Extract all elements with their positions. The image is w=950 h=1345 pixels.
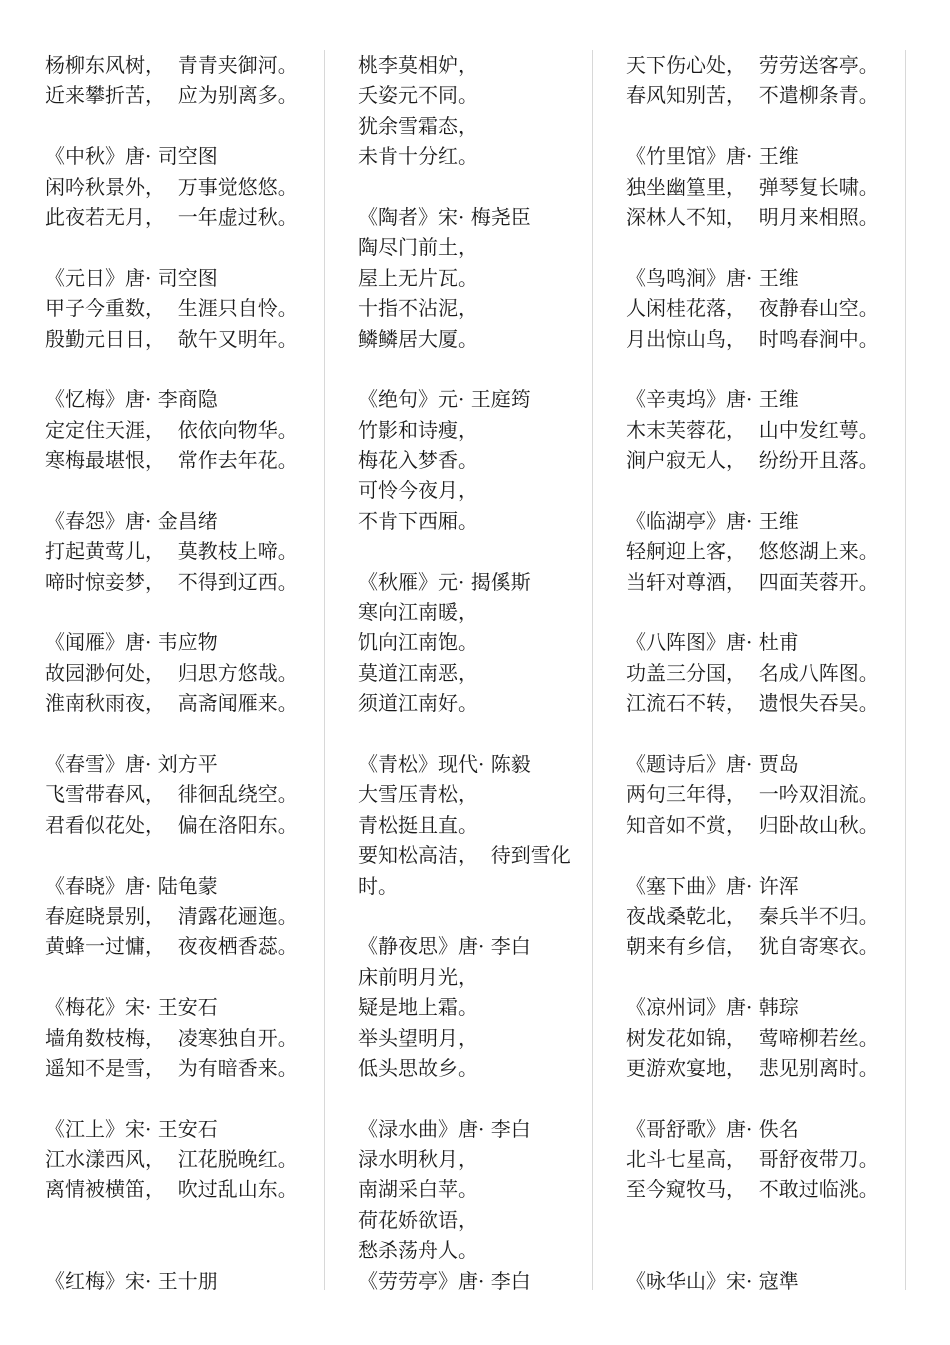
poem-title: 《红梅》宋· 王十朋 — [45, 1268, 218, 1293]
poem-title: 《竹里馆》唐· 王维 — [626, 144, 799, 169]
poem-column-3 — [626, 50, 879, 1296]
poem-title: 《辛夷坞》唐· 王维 — [626, 387, 799, 412]
poem-line: 须道江南好。 — [358, 691, 478, 716]
poem-line: 陶尽门前土， — [358, 235, 478, 260]
blank-line — [45, 111, 298, 141]
poem-title: 《八阵图》唐· 杜甫 — [626, 630, 799, 655]
poem-line: 殷勤元日日， 欹午又明年。 — [45, 326, 298, 351]
poem-line: 要知松高洁， 待到雪化 — [358, 843, 571, 868]
blank-line — [626, 1083, 879, 1113]
blank-line — [626, 1235, 879, 1265]
poem-line: 此夜若无月， 一年虚过秋。 — [45, 204, 298, 229]
poem-title: 《绝句》元· 王庭筠 — [358, 387, 531, 412]
poem-line: 飞雪带春风， 徘徊乱绕空。 — [45, 782, 298, 807]
poem-title: 《哥舒歌》唐· 佚名 — [626, 1116, 799, 1141]
poem-line: 可怜今夜月， — [358, 478, 478, 503]
poem-title: 《元日》唐· 司空图 — [45, 265, 218, 290]
blank-line — [45, 597, 298, 627]
blank-line — [45, 232, 298, 262]
poem-title: 《题诗后》唐· 贾岛 — [626, 751, 799, 776]
poem-line: 饥向江南饱。 — [358, 630, 478, 655]
poem-line: 江流石不转， 遗恨失吞吴。 — [626, 691, 879, 716]
poem-title: 《春雪》唐· 刘方平 — [45, 751, 218, 776]
blank-line — [45, 1205, 298, 1235]
blank-line — [45, 840, 298, 870]
blank-line — [45, 719, 298, 749]
poem-line: 江水漾西风， 江花脱晚红。 — [45, 1147, 298, 1172]
poem-line: 打起黄莺儿， 莫教枝上啼。 — [45, 539, 298, 564]
poem-line: 床前明月光， — [358, 964, 478, 989]
blank-line — [358, 536, 571, 566]
poem-line: 夜战桑乾北， 秦兵半不归。 — [626, 903, 879, 928]
poem-line: 愁杀荡舟人。 — [358, 1238, 478, 1263]
poem-line: 荷花娇欲语， — [358, 1207, 478, 1232]
poem-line: 寒向江南暖， — [358, 600, 478, 625]
poem-line: 南湖采白苹。 — [358, 1177, 478, 1202]
poem-line: 天下伤心处， 劳劳送客亭。 — [626, 53, 879, 77]
poem-title: 《陶者》宋· 梅尧臣 — [358, 204, 531, 229]
blank-line — [626, 475, 879, 505]
poem-line: 定定住天涯， 依依向物华。 — [45, 417, 298, 442]
poem-line: 独坐幽篁里， 弹琴复长啸。 — [626, 174, 879, 199]
blank-line — [45, 962, 298, 992]
poem-line: 闲吟秋景外， 万事觉悠悠。 — [45, 174, 298, 199]
blank-line — [626, 962, 879, 992]
blank-line — [626, 111, 879, 141]
poem-line: 故园渺何处， 归思方悠哉。 — [45, 660, 298, 685]
poem-column-1 — [45, 50, 298, 1296]
poem-line: 大雪压青松， — [358, 782, 478, 807]
poem-line: 木末芙蓉花， 山中发红萼。 — [626, 417, 879, 442]
poem-line: 两句三年得， 一吟双泪流。 — [626, 782, 879, 807]
poem-line: 梅花入梦香。 — [358, 448, 478, 473]
blank-line — [626, 719, 879, 749]
blank-line — [626, 354, 879, 384]
poem-line: 啼时惊妾梦， 不得到辽西。 — [45, 569, 298, 594]
poem-title: 《渌水曲》唐· 李白 — [358, 1116, 531, 1141]
poem-title: 《梅花》宋· 王安石 — [45, 995, 218, 1020]
poem-line: 黄蜂一过慵， 夜夜栖香蕊。 — [45, 934, 298, 959]
poem-line: 至今窥牧马， 不敢过临洮。 — [626, 1177, 879, 1202]
poem-line: 遥知不是雪， 为有暗香来。 — [45, 1055, 298, 1080]
poem-title: 《忆梅》唐· 李商隐 — [45, 387, 218, 412]
blank-line — [626, 597, 879, 627]
poem-title: 《中秋》唐· 司空图 — [45, 144, 218, 169]
poem-line: 寒梅最堪恨， 常作去年花。 — [45, 448, 298, 473]
poem-title: 《秋雁》元· 揭傒斯 — [358, 569, 531, 594]
poem-title: 《临湖亭》唐· 王维 — [626, 508, 799, 533]
poem-title: 《春晓》唐· 陆龟蒙 — [45, 873, 218, 898]
poem-line: 夭姿元不同。 — [358, 83, 478, 108]
blank-line — [358, 172, 571, 202]
poem-line: 疑是地上霜。 — [358, 995, 478, 1020]
poem-line: 离情被横笛， 吹过乱山东。 — [45, 1177, 298, 1202]
poem-title: 《青松》现代· 陈毅 — [358, 751, 531, 776]
blank-line — [358, 901, 571, 931]
poem-line: 北斗七星高， 哥舒夜带刀。 — [626, 1147, 879, 1172]
blank-line — [45, 354, 298, 384]
blank-line — [626, 1205, 879, 1235]
poem-title: 《劳劳亭》唐· 李白 — [358, 1268, 531, 1293]
poem-line: 知音如不赏， 归卧故山秋。 — [626, 812, 879, 837]
poem-line: 春庭晓景别， 清露花逦迤。 — [45, 903, 298, 928]
poem-line: 屋上无片瓦。 — [358, 265, 478, 290]
poem-line: 鳞鳞居大厦。 — [358, 326, 478, 351]
blank-line — [358, 719, 571, 749]
blank-line — [45, 1083, 298, 1113]
poem-line: 莫道江南恶， — [358, 660, 478, 685]
poem-line: 近来攀折苦， 应为别离多。 — [45, 83, 298, 108]
poem-line: 淮南秋雨夜， 高斋闻雁来。 — [45, 691, 298, 716]
poem-line: 桃李莫相妒， — [358, 53, 478, 77]
poem-line: 墙角数枝梅， 凌寒独自开。 — [45, 1025, 298, 1050]
poem-title: 《咏华山》宋· 寇準 — [626, 1268, 799, 1293]
blank-line — [358, 1083, 571, 1113]
poem-line: 举头望明月， — [358, 1025, 478, 1050]
poem-line: 春风知别苦， 不遣柳条青。 — [626, 83, 879, 108]
blank-line — [626, 840, 879, 870]
blank-line — [626, 232, 879, 262]
poem-title: 《鸟鸣涧》唐· 王维 — [626, 265, 799, 290]
column-divider-3 — [905, 50, 906, 1290]
poem-line: 青松挺且直。 — [358, 812, 478, 837]
poem-line: 涧户寂无人， 纷纷开且落。 — [626, 448, 879, 473]
blank-line — [45, 475, 298, 505]
poem-line: 人闲桂花落， 夜静春山空。 — [626, 296, 879, 321]
poem-line: 渌水明秋月， — [358, 1147, 478, 1172]
poem-line: 树发花如锦， 莺啼柳若丝。 — [626, 1025, 879, 1050]
poem-title: 《塞下曲》唐· 许浑 — [626, 873, 799, 898]
poem-line: 不肯下西厢。 — [358, 508, 478, 533]
poem-line: 低头思故乡。 — [358, 1055, 478, 1080]
poem-line: 甲子今重数， 生涯只自怜。 — [45, 296, 298, 321]
poem-line: 犹余雪霜态， — [358, 113, 478, 138]
poem-line: 更游欢宴地， 悲见别离时。 — [626, 1055, 879, 1080]
poem-line: 君看似花处， 偏在洛阳东。 — [45, 812, 298, 837]
poem-line: 功盖三分国， 名成八阵图。 — [626, 660, 879, 685]
poem-line: 深林人不知， 明月来相照。 — [626, 204, 879, 229]
poem-line: 杨柳东风树， 青青夹御河。 — [45, 53, 298, 77]
poem-title: 《闻雁》唐· 韦应物 — [45, 630, 218, 655]
column-divider-2 — [592, 50, 593, 1290]
poem-title: 《凉州词》唐· 韩琮 — [626, 995, 799, 1020]
poem-line: 竹影和诗瘦， — [358, 417, 478, 442]
poem-title: 《静夜思》唐· 李白 — [358, 934, 531, 959]
poem-line: 当轩对尊酒， 四面芙蓉开。 — [626, 569, 879, 594]
poem-line: 月出惊山鸟， 时鸣春涧中。 — [626, 326, 879, 351]
poem-title: 《江上》宋· 王安石 — [45, 1116, 218, 1141]
poem-line: 未肯十分红。 — [358, 144, 478, 169]
poem-line: 轻舸迎上客， 悠悠湖上来。 — [626, 539, 879, 564]
poem-line: 朝来有乡信， 犹自寄寒衣。 — [626, 934, 879, 959]
poem-line: 十指不沾泥， — [358, 296, 478, 321]
poem-column-2 — [358, 50, 571, 1296]
blank-line — [45, 1235, 298, 1265]
poem-title: 《春怨》唐· 金昌绪 — [45, 508, 218, 533]
blank-line — [358, 354, 571, 384]
poem-line: 时。 — [358, 873, 398, 898]
column-divider-1 — [324, 50, 325, 1290]
